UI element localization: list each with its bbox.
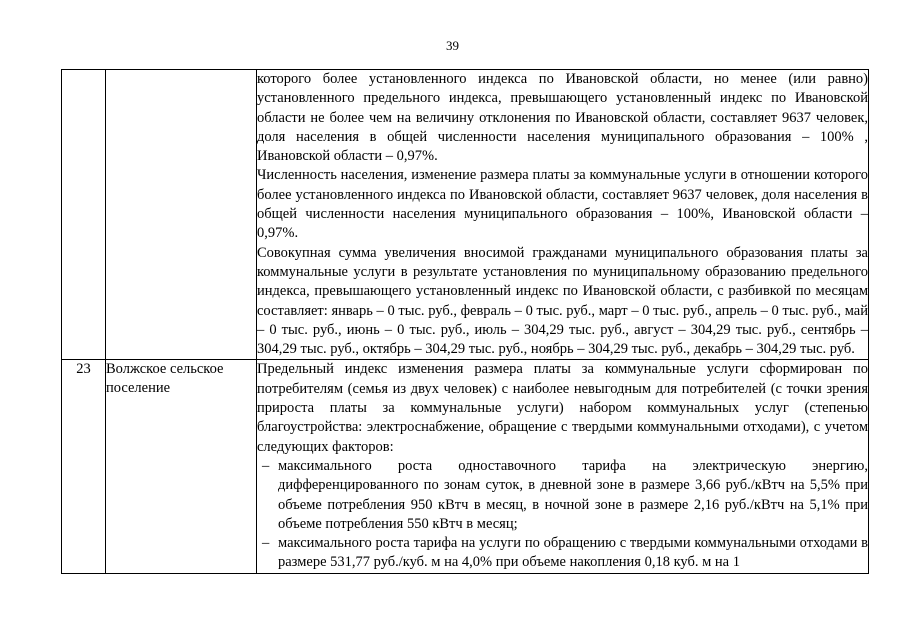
municipality-name-cell: Волжское сельское поселение	[106, 360, 257, 573]
list-item	[257, 457, 868, 534]
paragraph: Совокупная сумма увеличения вносимой гражданами муниципального образования платы за коммунальные услуги в результате установления по муниципальному образованию предельного индекса, превышающего установленный индекс по Ивановской области, с разбивкой по месяцам составляет: январь – 0 тыс. руб., февраль – 0 тыс. руб., март – 0 тыс. руб., апрель – 0 тыс. руб., май – 0 тыс. руб., июнь – 0 тыс. руб., июль – 304,29 тыс. руб., август – 304,29 тыс. руб., сентябрь – 304,29 тыс. руб., октябрь – 304,29 тыс. руб., ноябрь – 304,29 тыс. руб., декабрь – 304,29 тыс. руб.	[257, 244, 868, 358]
list-item-text: максимального роста тарифа на услуги по обращению с твердыми коммунальными отходами в размере 531,77 руб./куб. м на 4,0% при объеме накопления 0,18 куб. м на 1	[278, 535, 868, 571]
list-item-text: максимального роста одноставочного тарифа на электрическую энергию, дифференцированного по зонам суток, в дневной зоне в размере 3,66 руб./кВтч на 5,5% при объеме потребления 950 кВтч в месяц, в ночной зоне в размере 2,16 руб./кВтч на 5,1% при объеме потребления 550 кВтч в месяц;	[278, 457, 868, 532]
table-row	[62, 360, 869, 573]
paragraph: которого более установленного индекса по Ивановской области, но менее (или равно) установленного предельного индекса, превышающего установленный индекс по Ивановской области не более чем на величину отклонения по Ивановской области, составляет 9637 человек, доля населения в общей численности населения муниципального образования – 100% , Ивановской области – 0,97%.	[257, 71, 868, 165]
municipal-index-table	[61, 69, 869, 574]
list-item	[257, 534, 868, 573]
table-row	[62, 70, 869, 360]
description-cell	[257, 360, 869, 573]
dash-marker: –	[262, 535, 270, 552]
dash-marker: –	[262, 457, 270, 474]
factor-list	[257, 457, 868, 573]
municipality-name-cell	[106, 70, 257, 360]
paragraph: Численность населения, изменение размера платы за коммунальные услуги в отношении которого более установленного индекса по Ивановской области, составляет 9637 человек, доля населения в общей численности населения муниципального образования – 100%, Ивановской области – 0,97%.	[257, 167, 868, 242]
row-number-cell	[62, 70, 106, 360]
description-cell	[257, 70, 869, 360]
row-number-cell: 23	[62, 360, 106, 573]
intro-paragraph: Предельный индекс изменения размера платы за коммунальные услуги сформирован по потребителям (семья из двух человек) с наиболее невыгодным для потребителей (с точки зрения прироста платы за коммунальные услуги) набором коммунальных услуг (степенью благоустройства: электроснабжение, обращение с твердыми коммунальными отходами), с учетом следующих факторов:	[257, 361, 868, 455]
page-number: 39	[446, 38, 459, 53]
